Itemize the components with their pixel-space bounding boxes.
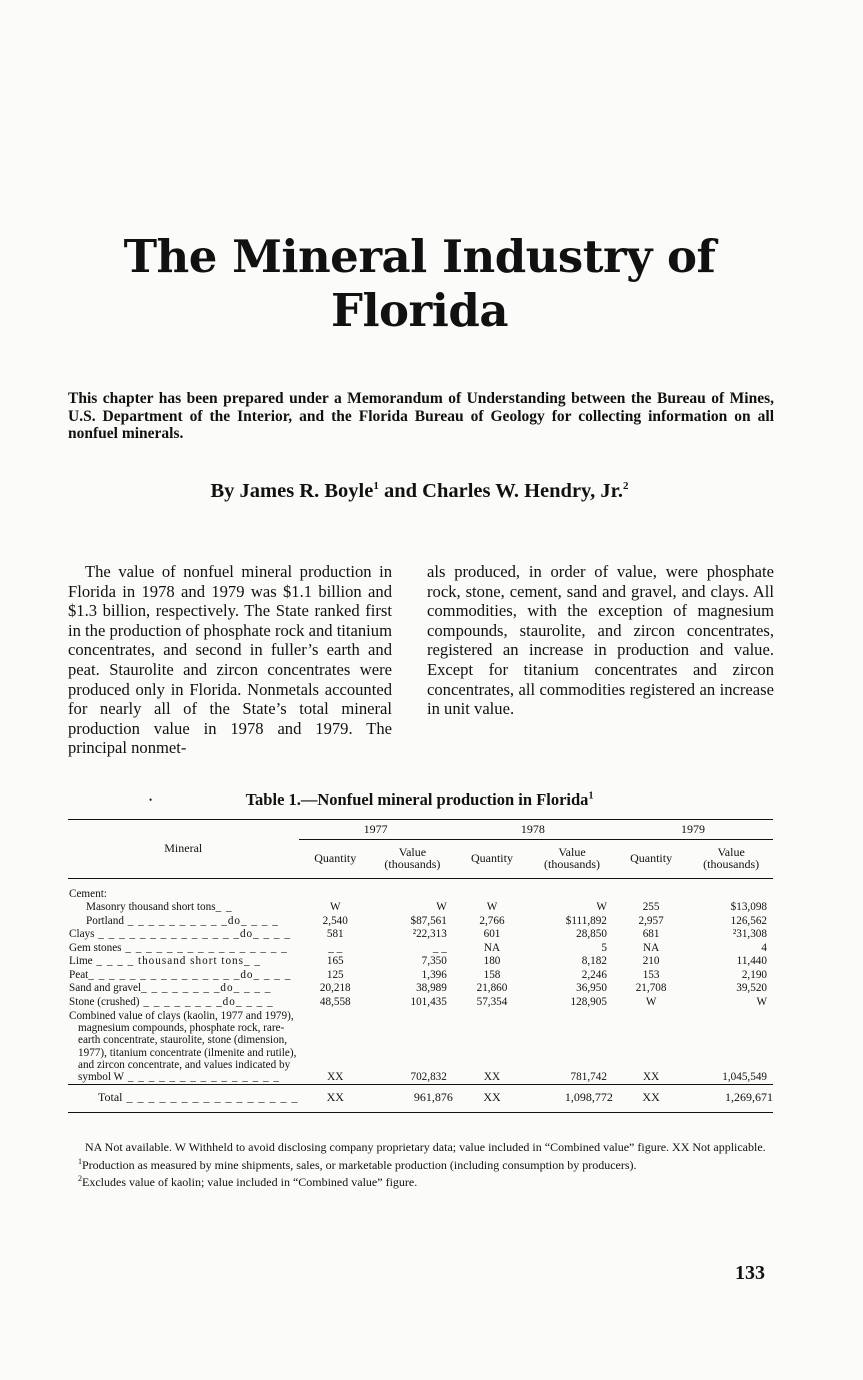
cell-v78: 28,850 bbox=[576, 928, 607, 940]
cell-v77: 702,832 bbox=[410, 1070, 447, 1083]
cell-v77: ²22,313 bbox=[412, 928, 447, 940]
cell-q79: 255 bbox=[642, 901, 660, 913]
col-header-quantity: Quantity bbox=[299, 839, 373, 878]
row-label: Lime _ _ _ _ thousand short tons_ _ bbox=[69, 955, 261, 967]
cell-q77: 48,558 bbox=[319, 995, 351, 1008]
row-label: Stone (crushed) _ _ _ _ _ _ _ _do_ _ _ _ bbox=[69, 995, 274, 1008]
cell-v77: 38,989 bbox=[416, 982, 447, 994]
table-row bbox=[68, 942, 773, 956]
table-row bbox=[68, 955, 773, 969]
cell-q78: 601 bbox=[483, 928, 501, 940]
intro-paragraph: This chapter has been prepared under a Memorandum of Understanding between the Bureau of Mines, U.S. Department of the Interior, and the Florida Bureau of Geology for collecting information on all nonfuel minerals. bbox=[68, 390, 774, 442]
cell-q77: XX bbox=[327, 1070, 344, 1083]
row-label: Combined value of clays (kaolin, 1977 and 1979), magnesium compounds, phosphate rock, rare-earth concentrate, staurolite, stone (dimension, 1977), titanium concentrate (ilmenite and rutile), and zircon concentrate, and values indicated by symbol W _ _ _ _ _ _ _ _ _ _ _ _ _ _ _ bbox=[69, 1010, 297, 1084]
table-title-text: Table 1.—Nonfuel mineral production in Florida bbox=[245, 790, 589, 809]
cell-q79: 681 bbox=[642, 928, 660, 940]
col-header-year-1979: 1979 bbox=[613, 820, 773, 840]
cell-v77: 7,350 bbox=[421, 955, 447, 967]
cell-q77: 165 bbox=[326, 955, 344, 967]
cell-q77: 2,540 bbox=[322, 914, 348, 927]
body-column-2: als produced, in order of value, were phosphate rock, stone, cement, sand and gravel, and clays. All commodities, with the exception of magnesium compounds, staurolite, and zircon concentrates, registered an increase in production and value. Except for titanium concentrates and zircon concentrates, all commodities registered an increase in unit value. bbox=[427, 562, 774, 719]
table-row bbox=[68, 969, 773, 983]
row-label: Cement: bbox=[69, 887, 107, 900]
cell-q78: W bbox=[486, 901, 498, 913]
cell-v78: 781,742 bbox=[570, 1070, 607, 1083]
cell-q78: 158 bbox=[483, 968, 501, 981]
table-title bbox=[0, 790, 839, 810]
cell-v78: W bbox=[596, 901, 607, 913]
cell-q77: _ _ bbox=[328, 941, 343, 954]
stray-bullet: • bbox=[149, 795, 153, 805]
cell-v79: 11,440 bbox=[736, 955, 767, 967]
row-label: Masonry thousand short tons_ _ bbox=[86, 901, 233, 913]
table-notes bbox=[68, 1141, 774, 1190]
cell-q78: NA bbox=[483, 941, 501, 954]
table-title-footnote: 1 bbox=[588, 790, 594, 802]
cell-q79: W bbox=[645, 995, 657, 1008]
cell-v77: _ _ bbox=[432, 941, 447, 954]
row-label: Clays _ _ _ _ _ _ _ _ _ _ _ _ _ _do_ _ _ _ bbox=[69, 928, 291, 940]
cell-v78: 5 bbox=[601, 941, 607, 954]
body-column-1: The value of nonfuel mineral production in Florida in 1978 and 1979 was $1.1 billion and $1.3 billion, respectively. The State ranked first in the production of phosphate rock and titanium concentrates, and second in fuller’s earth and peat. Staurolite and zircon concentrates were produced only in Florida. Nonmetals accounted for nearly all of the State’s total mineral production value in 1978 and 1979. The principal nonmet- bbox=[68, 562, 392, 758]
page-number: 133 bbox=[735, 1262, 765, 1284]
row-label: Portland _ _ _ _ _ _ _ _ _ _do_ _ _ _ bbox=[86, 914, 279, 927]
cell-q79: NA bbox=[643, 941, 660, 954]
byline-footnote-2: 2 bbox=[623, 480, 629, 493]
page-title-text: The Mineral Industry of Florida bbox=[123, 230, 716, 337]
cell-q78: 57,354 bbox=[476, 995, 508, 1008]
cell-v79: W bbox=[756, 995, 767, 1008]
col-header-value: Value (thousands) bbox=[372, 839, 453, 878]
cell-v77: $87,561 bbox=[410, 914, 447, 927]
cell-v79: 126,562 bbox=[730, 914, 767, 927]
footnote-2: $^2$Excludes value of kaolin; value included in “Combined value” figure. bbox=[78, 1174, 418, 1189]
byline-footnote-1: 1 bbox=[373, 480, 379, 493]
table-row bbox=[68, 928, 773, 942]
cell-q78: XX bbox=[453, 1085, 531, 1113]
notes-abbreviations: NA Not available. W Withheld to avoid disclosing company proprietary data; value included in “Combined value” figure. XX Not applicable. bbox=[85, 1140, 766, 1154]
cell-q79: 21,708 bbox=[635, 982, 667, 994]
cell-q77: 125 bbox=[326, 968, 344, 981]
cell-q79: XX bbox=[613, 1085, 689, 1113]
cell-v79: 2,190 bbox=[741, 968, 767, 981]
table-row-combined bbox=[68, 1009, 773, 1085]
cell-q79: 153 bbox=[642, 968, 660, 981]
col-header-year-1977: 1977 bbox=[299, 820, 453, 840]
table-row-total bbox=[68, 1085, 773, 1113]
col-header-mineral: Mineral bbox=[68, 820, 299, 879]
cell-v79: 1,045,549 bbox=[722, 1070, 767, 1083]
cell-q77: W bbox=[329, 901, 341, 913]
col-header-value: Value (thousands) bbox=[531, 839, 613, 878]
cell-v78: 128,905 bbox=[570, 995, 607, 1008]
cell-q77: XX bbox=[299, 1085, 373, 1113]
footnote-1: $^1$Production as measured by mine shipments, sales, or marketable production (including consumption by producers). bbox=[78, 1156, 637, 1172]
table-data-rows bbox=[68, 901, 773, 1009]
cell-q79: 210 bbox=[642, 955, 660, 967]
col-header-value: Value (thousands) bbox=[689, 839, 773, 878]
col-header-quantity: Quantity bbox=[453, 839, 531, 878]
byline-author-2: and Charles W. Hendry, Jr. bbox=[378, 480, 624, 502]
cell-v79: 39,520 bbox=[736, 982, 767, 994]
row-label: Total _ _ _ _ _ _ _ _ _ _ _ _ _ _ _ _ bbox=[68, 1085, 299, 1113]
table-row bbox=[68, 996, 773, 1010]
table-row bbox=[68, 982, 773, 996]
col-header-year-1978: 1978 bbox=[453, 820, 613, 840]
cell-v77: 101,435 bbox=[410, 995, 447, 1008]
cell-v77: 961,876 bbox=[372, 1085, 453, 1113]
cell-q79: XX bbox=[643, 1070, 660, 1083]
cell-v78: $111,892 bbox=[565, 914, 607, 927]
mineral-production-table bbox=[68, 819, 773, 1113]
page-title bbox=[0, 230, 839, 338]
table-body bbox=[68, 878, 773, 901]
cell-v77: W bbox=[436, 901, 447, 913]
cell-v78: 36,950 bbox=[576, 982, 607, 994]
cell-v79: 1,269,671 bbox=[689, 1085, 773, 1113]
byline bbox=[0, 480, 839, 503]
row-label: Sand and gravel_ _ _ _ _ _ _ _do_ _ _ _ bbox=[69, 982, 272, 994]
cell-q77: 20,218 bbox=[319, 982, 351, 994]
cell-v79: $13,098 bbox=[730, 901, 767, 913]
cell-q78: XX bbox=[483, 1070, 501, 1083]
col-header-quantity: Quantity bbox=[613, 839, 689, 878]
table-row bbox=[68, 901, 773, 915]
cell-v79: 4 bbox=[761, 941, 767, 954]
byline-author-1: By James R. Boyle bbox=[210, 480, 374, 502]
cell-v79: ²31,308 bbox=[732, 928, 767, 940]
cell-v78: 2,246 bbox=[581, 968, 607, 981]
cell-v78: 1,098,772 bbox=[531, 1085, 613, 1113]
table-row bbox=[68, 878, 773, 901]
row-label: Gem stones _ _ _ _ _ _ _ _ _ _ _ _ _ _ _ _ bbox=[69, 941, 288, 954]
cell-v77: 1,396 bbox=[421, 968, 447, 981]
table-row bbox=[68, 915, 773, 929]
cell-q78: 2,766 bbox=[479, 914, 505, 927]
cell-q78: 21,860 bbox=[476, 982, 508, 994]
cell-q77: 581 bbox=[326, 928, 344, 940]
cell-v78: 8,182 bbox=[581, 955, 607, 967]
table-combined bbox=[68, 1009, 773, 1112]
cell-q78: 180 bbox=[483, 955, 501, 967]
cell-q79: 2,957 bbox=[638, 914, 664, 927]
row-label: Peat_ _ _ _ _ _ _ _ _ _ _ _ _ _ _do_ _ _ _ bbox=[69, 968, 292, 981]
